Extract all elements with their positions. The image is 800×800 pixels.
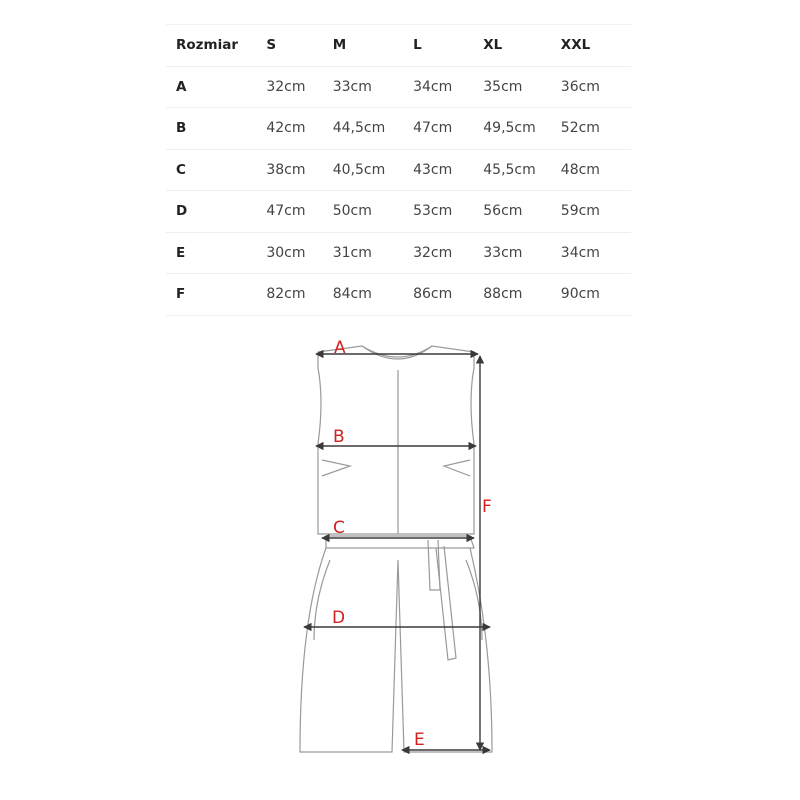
cell-value: 32cm [413, 232, 483, 274]
cell-value: 31cm [333, 232, 413, 274]
header-size-xl: XL [483, 25, 561, 67]
left-pocket-line [314, 560, 330, 640]
cell-value: 53cm [413, 191, 483, 233]
row-label: E [166, 232, 266, 274]
label-c: C [333, 518, 345, 538]
header-size-s: S [266, 25, 332, 67]
cell-value: 30cm [266, 232, 332, 274]
row-label: C [166, 149, 266, 191]
header-size-l: L [413, 25, 483, 67]
cell-value: 84cm [333, 274, 413, 316]
cell-value: 45,5cm [483, 149, 561, 191]
left-pocket-slit [322, 460, 350, 476]
label-e: E [414, 730, 425, 750]
cell-value: 49,5cm [483, 108, 561, 150]
cell-value: 34cm [561, 232, 631, 274]
right-pocket-slit [444, 460, 470, 476]
label-f: F [482, 497, 492, 517]
cell-value: 33cm [333, 66, 413, 108]
measurement-lines [304, 354, 490, 750]
cell-value: 86cm [413, 274, 483, 316]
cell-value: 40,5cm [333, 149, 413, 191]
cell-value: 38cm [266, 149, 332, 191]
cell-value: 35cm [483, 66, 561, 108]
row-label: F [166, 274, 266, 316]
cell-value: 90cm [561, 274, 631, 316]
cell-value: 34cm [413, 66, 483, 108]
cell-value: 42cm [266, 108, 332, 150]
cell-value: 88cm [483, 274, 561, 316]
label-d: D [332, 608, 346, 628]
cell-value: 47cm [266, 191, 332, 233]
cell-value: 52cm [561, 108, 631, 150]
row-label: B [166, 108, 266, 150]
cell-value: 36cm [561, 66, 631, 108]
row-label: D [166, 191, 266, 233]
header-size-xxl: XXL [561, 25, 631, 67]
row-label: A [166, 66, 266, 108]
header-size-m: M [333, 25, 413, 67]
cell-value: 32cm [266, 66, 332, 108]
label-b: B [333, 427, 345, 447]
cell-value: 43cm [413, 149, 483, 191]
cell-value: 56cm [483, 191, 561, 233]
cell-value: 47cm [413, 108, 483, 150]
cell-value: 59cm [561, 191, 631, 233]
cell-value: 44,5cm [333, 108, 413, 150]
cell-value: 33cm [483, 232, 561, 274]
cell-value: 48cm [561, 149, 631, 191]
shorts-outline [300, 536, 492, 752]
cell-value: 50cm [333, 191, 413, 233]
cell-value: 82cm [266, 274, 332, 316]
label-a: A [334, 338, 346, 358]
header-rozmiar: Rozmiar [166, 25, 266, 67]
